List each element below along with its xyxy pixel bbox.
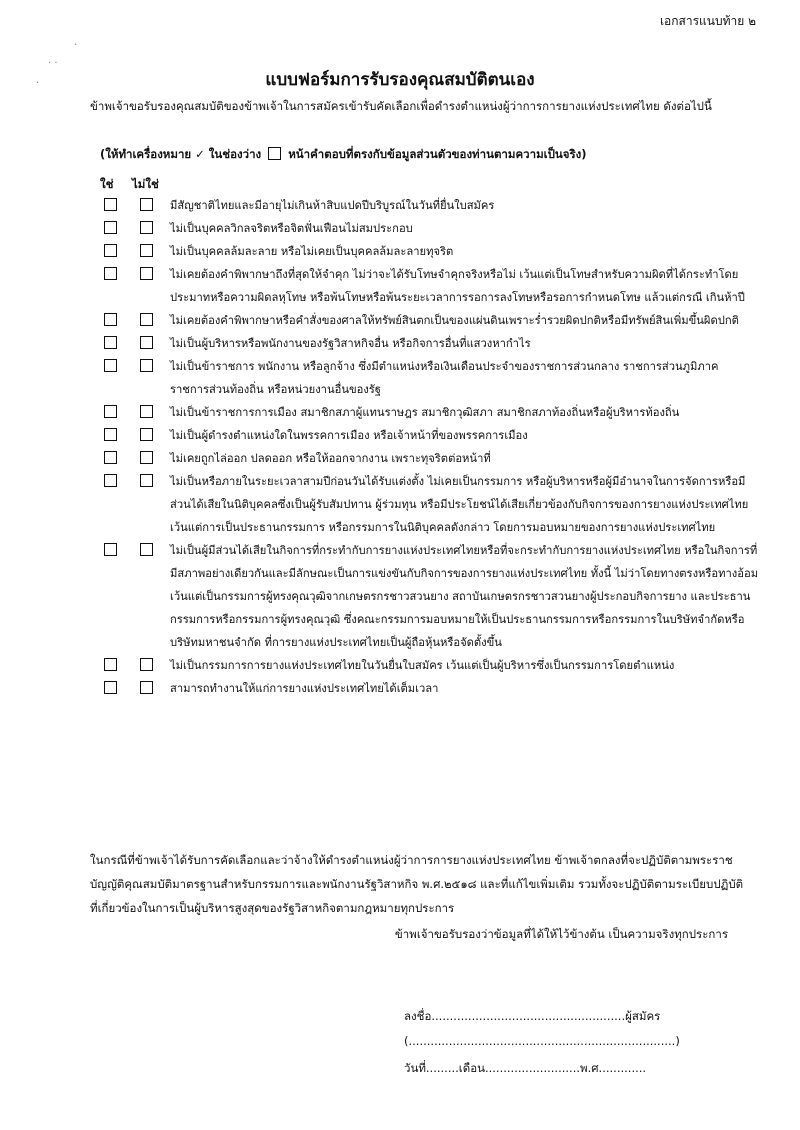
no-checkbox[interactable] (140, 681, 153, 694)
no-checkbox[interactable] (140, 474, 153, 487)
qualification-item (100, 424, 760, 447)
yes-checkbox[interactable] (104, 359, 117, 372)
yes-column-header: ใช่ (100, 177, 114, 191)
qualification-item (100, 470, 760, 539)
qualification-item (100, 217, 760, 240)
item-text: ไม่เคยถูกไล่ออก ปลดออก หรือให้ออกจากงาน เพราะทุจริตต่อหน้าที่ (170, 452, 491, 465)
no-checkbox[interactable] (140, 451, 153, 464)
yes-checkbox[interactable] (104, 336, 117, 349)
intro-text: ข้าพเจ้าขอรับรองคุณสมบัติของข้าพเจ้าในการสมัครเข้ารับคัดเลือกเพื่อดำรงตำแหน่งผู้ว่าการการยางแห่งประเทศไทย ดังต่อไปนี้ (90, 99, 712, 113)
yes-checkbox[interactable] (104, 313, 117, 326)
item-text: ไม่เป็นบุคคลล้มละลาย หรือไม่เคยเป็นบุคคลล้มละลายทุจริต (170, 245, 454, 258)
qualification-item (100, 332, 760, 355)
yes-checkbox[interactable] (104, 428, 117, 441)
yes-checkbox[interactable] (104, 267, 117, 280)
checkbox-sample-icon (268, 147, 281, 160)
printed-name-line[interactable]: (.........................................................................) (404, 1034, 680, 1048)
scan-speck: · (36, 78, 40, 89)
qualification-item (100, 309, 760, 332)
yes-checkbox[interactable] (104, 681, 117, 694)
no-checkbox[interactable] (140, 543, 153, 556)
yes-checkbox[interactable] (104, 221, 117, 234)
form-title: แบบฟอร์มการรับรองคุณสมบัติตนเอง (265, 70, 535, 90)
no-checkbox[interactable] (140, 658, 153, 671)
qualification-item (100, 539, 760, 654)
yes-checkbox[interactable] (104, 474, 117, 487)
item-text: ไม่เป็นกรรมการการยางแห่งประเทศไทยในวันยื่นใบสมัคร เว้นแต่เป็นผู้บริหารซึ่งเป็นกรรมการโดยตำแหน่ง (170, 659, 675, 672)
yes-checkbox[interactable] (104, 451, 117, 464)
item-text: ไม่เป็นข้าราชการ พนักงาน หรือลูกจ้าง ซึ่งมีตำแหน่งหรือเงินเดือนประจำของราชการส่วนกลาง ราชการส่วนภูมิภาค ราชการส่วนท้องถิ่น หรือหน่วยงานอื่นของรัฐ (170, 360, 719, 396)
item-text: ไม่เป็นผู้มีส่วนได้เสียในกิจการที่กระทำกับการยางแห่งประเทศไทยหรือที่จะกระทำกับการยางแห่งประเทศไทย หรือในกิจการที่มีสภาพอย่างเดียวกันและมีลักษณะเป็นการแข่งขันกับกิจการของการยางแห่งประเทศไทย ทั้งนี้ ไม่ว่าโดยทางตรงหรือทางอ้อมเว้นแต่เป็นกรรมการผู้ทรงคุณวุฒิจากเกษตรกรชาวสวนยาง สถาบันเกษตรกรชาวสวนยางผู้ประกอบกิจการยาง และประธานกรรมการหรือกรรมการผู้ทรงคุณวุฒิ ซึ่งคณะกรรมการมอบหมายให้เป็นประธานกรรมการหรือกรรมการในบริษัทจำกัดหรือบริษัทมหาชนจำกัด ที่การยางแห่งประเทศไทยเป็นผู้ถือหุ้นหรือจัดตั้งขึ้น (170, 544, 759, 649)
no-column-header: ไม่ใช่ (132, 177, 159, 191)
item-text: มีสัญชาติไทยและมีอายุไม่เกินห้าสิบแปดปีบริบูรณ์ในวันที่ยื่นใบสมัคร (170, 199, 495, 212)
no-checkbox[interactable] (140, 359, 153, 372)
qualification-item (100, 263, 760, 309)
no-checkbox[interactable] (140, 244, 153, 257)
item-text: ไม่เคยต้องคำพิพากษาถึงที่สุดให้จำคุก ไม่ว่าจะได้รับโทษจำคุกจริงหรือไม่ เว้นแต่เป็นโทษสำหรับความผิดที่ได้กระทำโดยประมาทหรือความผิดลหุโทษ หรือพ้นโทษหรือพ้นระยะเวลาการรอการลงโทษหรือรอการกำหนดโทษ แล้วแต่กรณี เกินห้าปี (170, 268, 745, 304)
item-text: ไม่เป็นผู้บริหารหรือพนักงานของรัฐวิสาหกิจอื่น หรือกิจการอื่นที่แสวงหากำไร (170, 337, 531, 350)
item-text: ไม่เคยต้องคำพิพากษาหรือคำสั่งของศาลให้ทรัพย์สินตกเป็นของแผ่นดินเพราะร่ำรวยผิดปกติหรือมีทรัพย์สินเพิ่มขึ้นผิดปกติ (170, 314, 739, 327)
instruction-part1: (ให้ทำเครื่องหมาย ✓ ในช่องว่าง (100, 147, 262, 161)
scan-speck: · · (48, 58, 58, 69)
item-text: ไม่เป็นข้าราชการการเมือง สมาชิกสภาผู้แทนราษฎร สมาชิกวุฒิสภา สมาชิกสภาท้องถิ่นหรือผู้บริหารท้องถิ่น (170, 406, 680, 419)
item-text: ไม่เป็นหรือภายในระยะเวลาสามปีก่อนวันได้รับแต่งตั้ง ไม่เคยเป็นกรรมการ หรือผู้บริหารหรือผู้มีอำนาจในการจัดการหรือมีส่วนได้เสียในนิติบุคคลซึ่งเป็นผู้รับสัมปทาน ผู้ร่วมทุน หรือมีประโยชน์ได้เสียเกี่ยวข้องกับกิจการของการยางแห่งประเทศไทย เว้นแต่การเป็นประธานกรรมการ หรือกรรมการในนิติบุคคลดังกล่าว โดยการมอบหมายของการยางแห่งประเทศไทย (170, 475, 749, 534)
annex-label: เอกสารแนบท้าย ๒ (659, 14, 756, 28)
qualification-item (100, 194, 760, 217)
certification-statement: ข้าพเจ้าขอรับรองว่าข้อมูลที่ได้ให้ไว้ข้างต้น เป็นความจริงทุกประการ (394, 927, 728, 941)
no-checkbox[interactable] (140, 221, 153, 234)
qualification-item (100, 355, 760, 401)
item-text: สามารถทำงานให้แก่การยางแห่งประเทศไทยได้เต็มเวลา (170, 682, 439, 695)
qualification-item (100, 240, 760, 263)
item-text: ไม่เป็นผู้ดำรงตำแหน่งใดในพรรคการเมือง หรือเจ้าหน้าที่ของพรรคการเมือง (170, 429, 528, 442)
no-checkbox[interactable] (140, 428, 153, 441)
qualification-list (100, 194, 760, 700)
yes-checkbox[interactable] (104, 198, 117, 211)
no-checkbox[interactable] (140, 405, 153, 418)
scan-speck: · (74, 40, 78, 51)
date-line[interactable]: วันที่.........เดือน..........................พ.ศ............. (404, 1061, 647, 1075)
qualification-item (100, 654, 760, 677)
no-checkbox[interactable] (140, 336, 153, 349)
no-checkbox[interactable] (140, 198, 153, 211)
yes-checkbox[interactable] (104, 405, 117, 418)
closing-paragraph: ในกรณีที่ข้าพเจ้าได้รับการคัดเลือกและว่าจ้างให้ดำรงตำแหน่งผู้ว่าการการยางแห่งประเทศไทย ข้าพเจ้าตกลงที่จะปฏิบัติตามพระราชบัญญัติคุณสมบัติมาตรฐานสำหรับกรรมการและพนักงานรัฐวิสาหกิจ พ.ศ.๒๕๑๘ และที่แก้ไขเพิ่มเติม รวมทั้งจะปฏิบัติตามระเบียบปฏิบัติที่เกี่ยวข้องในการเป็นผู้บริหารสูงสุดของรัฐวิสาหกิจตามกฎหมายทุกประการ (90, 853, 744, 915)
yes-checkbox[interactable] (104, 658, 117, 671)
no-checkbox[interactable] (140, 267, 153, 280)
yes-checkbox[interactable] (104, 244, 117, 257)
qualification-item (100, 447, 760, 470)
qualification-item (100, 401, 760, 424)
item-text: ไม่เป็นบุคคลวิกลจริตหรือจิตฟั่นเฟือนไม่สมประกอบ (170, 222, 413, 235)
instruction-part2: หน้าคำตอบที่ตรงกับข้อมูลส่วนตัวของท่านตามความเป็นจริง) (288, 147, 587, 161)
instruction (100, 146, 780, 164)
no-checkbox[interactable] (140, 313, 153, 326)
yes-checkbox[interactable] (104, 543, 117, 556)
qualification-item (100, 677, 760, 700)
signature-line[interactable]: ลงชื่อ.....................................................ผู้สมัคร (404, 1009, 661, 1023)
